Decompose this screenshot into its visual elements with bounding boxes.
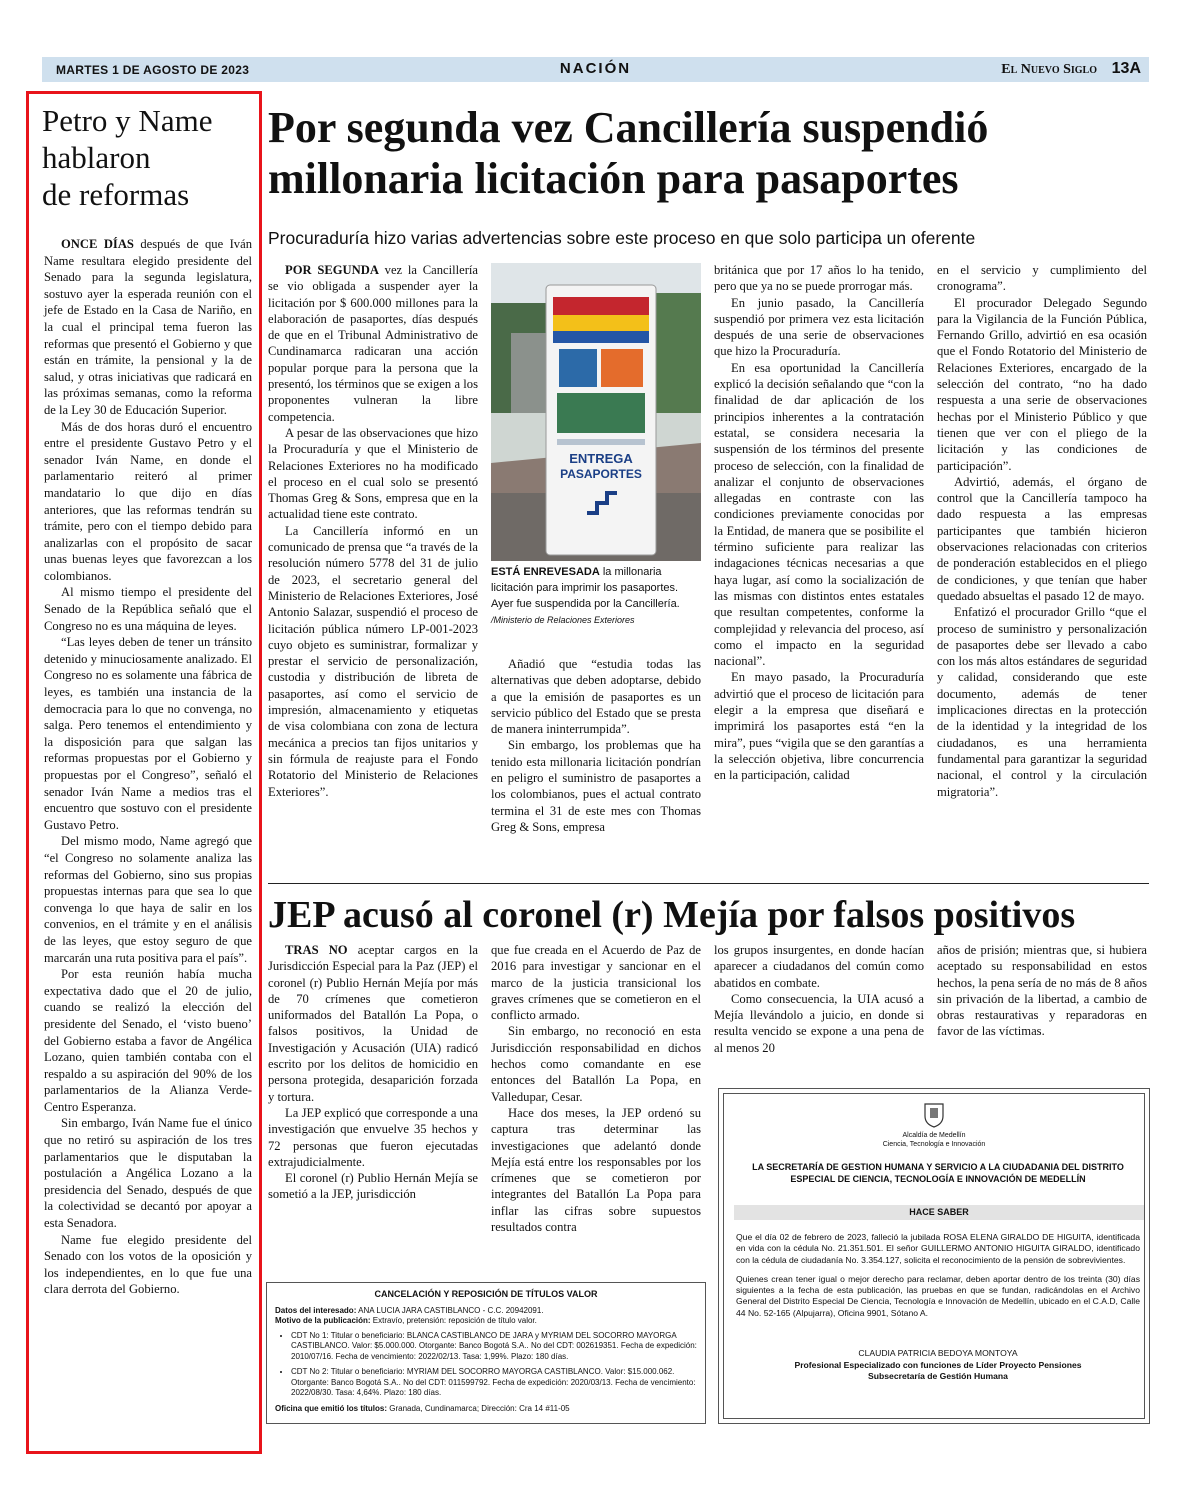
main-column-4 bbox=[937, 262, 1147, 800]
jep-continuation: que fue creada en el Acuerdo de Paz de 2016 para investigar y sancionar en el marco de la justicia transicional los graves crímenes que se cometieron en el conflicto armado. bbox=[491, 943, 701, 1023]
sidebar-headline-line: de reformas bbox=[42, 177, 190, 212]
main-paragraph: Sin embargo, los problemas que ha tenido esta millonaria licitación pondrían en peligro el suministro de pasaportes a los colombianos, pues el actual contrato termina el 31 de este mes con Thomas Greg & Sons, empresa bbox=[491, 738, 701, 834]
issue-date: MARTES 1 DE AGOSTO DE 2023 bbox=[56, 63, 250, 77]
main-lead: POR SEGUNDA bbox=[285, 263, 379, 277]
medellin-logo bbox=[724, 1102, 1144, 1149]
jep-paragraph: El coronel (r) Publio Hernán Mejía se sometió a la JEP, jurisdicción bbox=[268, 1171, 478, 1202]
signer-role: Profesional Especializado con funciones de Líder Proyecto Pensiones bbox=[794, 1359, 1082, 1370]
notice-band: HACE SABER bbox=[734, 1205, 1144, 1220]
interested-value: ANA LUCIA JARA CASTIBLANCO - C.C. 20942091. bbox=[356, 1305, 544, 1315]
notice-paragraph: Que el día 02 de febrero de 2023, falleció la jubilada ROSA ELENA GIRALDO DE HIGUITA, identificada en vida con la cédula No. 21.351.501. El señor GUILLERMO ANTONIO HIGUITA GIRALDO, identificado con la cédula de ciudadanía No. 3.354.127, solicita el reconocimiento de la pensión de sobrevivientes. bbox=[736, 1232, 1140, 1265]
logo-sub: Ciencia, Tecnología e Innovación bbox=[882, 1141, 986, 1148]
interested-label: Datos del interesado: bbox=[275, 1305, 357, 1315]
titles-notice bbox=[266, 1282, 706, 1424]
jep-column-3 bbox=[714, 942, 924, 1056]
sidebar-paragraph: Sin embargo, Iván Name fue el único que no retiró su aspiración de los tres parlamentarios que le disputaban la postulación a Angélica Lozano a la presidencia del Senado, después de que la colectividad se decantó por apoyar a esta Senadora. bbox=[44, 1116, 252, 1231]
section-divider bbox=[268, 883, 1149, 884]
section-name: NACIÓN bbox=[559, 60, 632, 77]
sidebar-paragraph: “Las leyes deben de tener un tránsito detenido y minuciosamente analizado. El Congreso no es solamente una fábrica de leyes, es también una instancia de la democracia para lo que no convenga, no salga. Pero tenemos el entendimiento y la disposición para que salgan las reformas propuestas por el Gobierno y propuestas por el Congreso”, señaló el senador Iván Name a medios tras el encuentro que sostuvo con el presidente Gustavo Petro. bbox=[44, 635, 252, 832]
sign-text-1: ENTREGA bbox=[569, 451, 633, 466]
motive-line bbox=[275, 1316, 697, 1327]
main-paragraph: La Cancillería informó en un comunicado de prensa que “a través de la resolución número 5778 del 31 de julio de 2023, el secretario general del Ministerio de Relaciones Exteriores, José Antonio Salazar, suspendió el proceso de licitación pública número LP-001-2023 cuyo objeto es suministrar, formalizar y prestar el servicio de personalización, custodia y distribución de libreta de pasaportes, así como el servicio de impresión, almacenamiento y etiquetas de visa colombiana con zona de lectura mecánica a precios tan fijos unitarios y sin fórmula de reajuste para el Fondo Rotatorio del Ministerio de Relaciones Exteriores”. bbox=[268, 523, 478, 799]
cdt-list bbox=[291, 1331, 697, 1399]
jep-column-4 bbox=[937, 942, 1147, 1040]
cdt-item: • CDT No 2: Titular o beneficiario: MYRIAM DEL SOCORRO MAYORGA CASTIBLANCO. Valor: $15.000.062. Otorgante: Banco Bogotá S.A.. No del CDT: 011599792. Fecha de expedición: 2020/03/13. Fecha de vencimiento: 2022/08/30. Tasa: 4,64%. Plazo: 180 días. bbox=[291, 1367, 697, 1399]
logo-name: Alcaldía de Medellín bbox=[902, 1132, 966, 1139]
main-continuation: británica que por 17 años lo ha tenido, pero que ya no se puede prorrogar más. bbox=[714, 263, 924, 294]
jep-paragraph: Como consecuencia, la UIA acusó a Mejía llevándolo a juicio, en donde si resulta vencido se expone a una pena de al menos 20 bbox=[714, 991, 924, 1055]
sidebar-paragraph: Más de dos horas duró el encuentro entre el presidente Gustavo Petro y el senador Iván Name, en donde el parlamentario reiteró al primer mandatario lo que dijo en días anteriores, que las reformas tendrán su trámite, pero con el tiempo debido para analizarlas con el propósito de sacar unas buenas leyes que favorezcan a los colombianos. bbox=[44, 419, 252, 583]
caption-text: la millonaria licitación para imprimir los pasaportes. Ayer fue suspendida por la Cancillería. bbox=[491, 566, 680, 610]
jep-continuation: años de prisión; mientras que, si hubiera aceptado su responsabilidad en estos hechos, la pena sería de no más de 8 años sin privación de la libertad, a cambio de obras restaurativas y reparadoras en favor de las víctimas. bbox=[937, 943, 1147, 1039]
medellin-notice-frame bbox=[723, 1093, 1145, 1419]
main-paragraph bbox=[268, 262, 478, 425]
office-value: Granada, Cundinamarca; Dirección: Cra 14 #11-05 bbox=[387, 1403, 570, 1413]
office-label: Oficina que emitió los títulos: bbox=[275, 1403, 388, 1413]
page-number: 13A bbox=[1111, 60, 1141, 77]
jep-continuation: los grupos insurgentes, en donde hacían aparecer a ciudadanos del común como abatidos en combate. bbox=[714, 943, 924, 990]
jep-paragraph: La JEP explicó que corresponde a una investigación que envuelve 35 hechos y 72 personas que fueron ejecutadas extrajudicialmente. bbox=[268, 1105, 478, 1169]
sign-text-2: PASAPORTES bbox=[560, 467, 642, 481]
main-paragraph: En junio pasado, la Cancillería suspendió por primera vez esta licitación después de una serie de observaciones que hizo la Procuraduría. bbox=[714, 295, 924, 359]
photo-credit: /Ministerio de Relaciones Exteriores bbox=[491, 615, 635, 625]
jep-paragraph: Hace dos meses, la JEP ordenó su captura tras determinar las investigaciones que adelantó donde Mejía está entre los responsables por los crímenes que se cometieron por integrantes del Batallón La Popa para inflar las cifras sobre supuestos resultados contra bbox=[491, 1105, 701, 1235]
main-paragraph: Enfatizó el procurador Grillo “que el proceso de suministro y personalización de pasaportes debe ser llevado a cabo con los más altos estándares de seguridad y calidad, considerando que este documento, además de tener implicaciones directas en la protección de la identidad y la integridad de los ciudadanos, es una herramienta fundamental para garantizar la seguridad nacional, el control y la circulación migratoria”. bbox=[937, 605, 1147, 799]
page-header bbox=[42, 57, 1149, 82]
medellin-notice bbox=[718, 1088, 1150, 1424]
newspaper-name: El Nuevo Siglo bbox=[1001, 62, 1097, 77]
jep-paragraph: Sin embargo, no reconoció en esta Jurisdicción responsabilidad en dichos hechos como comandante en ese entonces del Batallón La Popa, en Valledupar, Cesar. bbox=[491, 1024, 701, 1104]
sidebar-story bbox=[26, 91, 262, 1454]
signer-dept: Subsecretaría de Gestión Humana bbox=[868, 1371, 1008, 1381]
main-column-3 bbox=[714, 262, 924, 784]
medellin-crest-icon bbox=[923, 1102, 945, 1128]
office-line bbox=[275, 1404, 697, 1415]
sidebar-paragraph: Al mismo tiempo el presidente del Senado de la República señaló que el Congreso no es una máquina de leyes. bbox=[44, 585, 252, 633]
main-deck: Procuraduría hizo varias advertencias sobre este proceso en que solo participa un oferente bbox=[268, 228, 976, 248]
main-headline: Por segunda vez Cancillería suspendió millonaria licitación para pasaportes bbox=[268, 103, 989, 203]
sidebar-headline-line: Petro y Name bbox=[42, 103, 213, 138]
sidebar-body bbox=[44, 236, 252, 1298]
sidebar-paragraph: Del mismo modo, Name agregó que “el Congreso no solamente analiza las reformas del Gobierno, sino sus propias propuestas internas para que sea lo que convenga lo que haya de salir en los convenios, en el trámite y en el análisis de las leyes, que estoy seguro de que marcarán una ruta positiva para el país”. bbox=[44, 834, 252, 965]
main-paragraph: Añadió que “estudia todas las alternativas que deben adoptarse, debido a que la emisión de pasaportes es un servicio público del Estado que se presta de manera ininterrumpida”. bbox=[491, 657, 701, 737]
main-paragraph: Advirtió, además, el órgano de control que la Cancillería tampoco ha dado respuesta a las empresas participantes que también hicieron observaciones relacionadas con criterios de ponderación establecidos en el pliego de condiciones, y que tenían que haber quedado absueltas el pasado 12 de mayo. bbox=[937, 474, 1147, 603]
jep-text: aceptar cargos en la Jurisdicción Especial para la Paz (JEP) el coronel (r) Publio Hernán Mejía por más de 70 crímenes que cometieron uniformados del Batallón La Popa, o falsos positivos, la Unidad de Investigación y Acusación (UIA) radicó escrito por los delitos de homicidio en persona protegida, desaparición forzada y tortura. bbox=[268, 943, 478, 1104]
sidebar-paragraph bbox=[44, 236, 252, 419]
main-column-1 bbox=[268, 262, 478, 800]
notice-paragraph: Quienes crean tener igual o mejor derecho para reclamar, deben aportar dentro de los treinta (30) días siguientes a la fecha de esta publicación, las pruebas en que se fundan, radicándolas en el Archivo General del Distrito Especial De Ciencia, Tecnología e Innovación de Medellín, ubicado en el C.A.D, Calle 44 No. 52-165 (Alpujarra), Oficina 9901, Sótano A. bbox=[736, 1273, 1140, 1318]
main-column-2 bbox=[491, 656, 701, 835]
main-paragraph: El procurador Delegado Segundo para la Vigilancia de la Función Pública, Fernando Grillo, advirtió en esa ocasión que el Fondo Rotatorio del Ministerio de Relaciones Exteriores, encargado de la selección del contrato, “no ha dado respuesta a una serie de observaciones hechas por el Ministerio Público y que tienen que ver con el pliego de la licitación y las condiciones de participación”. bbox=[937, 295, 1147, 473]
sidebar-lead: ONCE DÍAS bbox=[61, 237, 134, 251]
jep-column-1 bbox=[268, 942, 478, 1203]
sidebar-headline-line: hablaron bbox=[42, 140, 151, 175]
caption-lead: ESTÁ ENREVESADA bbox=[491, 566, 600, 578]
notice-signature bbox=[736, 1348, 1140, 1383]
sidebar-headline bbox=[42, 102, 252, 213]
notice-text bbox=[736, 1232, 1140, 1327]
main-paragraph: A pesar de las observaciones que hizo la Procuraduría y que el Ministerio de Relaciones Exteriores no ha modificado el proceso en el cual solo se presentó Thomas Greg & Sons, empresa que en la actualidad tiene este contrato. bbox=[268, 425, 478, 522]
interested-line bbox=[275, 1306, 697, 1317]
jep-headline: JEP acusó al coronel (r) Mejía por falsos positivos bbox=[268, 894, 1076, 936]
sidebar-paragraph: Por esta reunión había mucha expectativa dado que el 20 de julio, cuando se realizó la elección del presidente del Senado, el ‘visto bueno’ del Gobierno estaba a favor de Angélica Lozano, quien también contaba con el respaldo a su aspiración del 90% de los parlamentarios de la Alianza Verde-Centro Esperanza. bbox=[44, 967, 252, 1114]
sidebar-text: después de que Iván Name resultara elegido presidente del Senado para la segunda legislatura, sostuvo ayer la esperada reunión con el jefe de Estado en la Casa de Nariño, en la cual el principal tema fueron las reformas que presentó el Gobierno y que están en trámite, la pensional y la de salud, y otras iniciativas que radicará en las próximas semanas, como la reforma de la Ley 30 de Educación Superior. bbox=[44, 237, 252, 417]
signer-name: CLAUDIA PATRICIA BEDOYA MONTOYA bbox=[858, 1348, 1018, 1358]
passport-photo bbox=[491, 263, 701, 561]
sidebar-paragraph: Name fue elegido presidente del Senado con los votos de la oposición y los independientes, en lo que fue una clara derrota del Gobierno. bbox=[44, 1232, 252, 1297]
notice-organization: LA SECRETARÍA DE GESTION HUMANA Y SERVICIO A LA CIUDADANIA DEL DISTRITO ESPECIAL DE CIENCIA, TECNOLOGÍA E INNOVACIÓN DE MEDELLÍN bbox=[752, 1162, 1124, 1184]
main-text: vez la Cancillería se vio obligada a suspender ayer la licitación por $ 600.000 millones para la elaboración de pasaportes, días después de que en el Tribunal Administrativo de Cundinamarca radicaran una acción popular porque para la persona que la presentó, los términos que se exigen a los proponentes vulneran la libre competencia. bbox=[268, 263, 478, 424]
jep-lead: TRAS NO bbox=[285, 943, 348, 957]
cdt-item: • CDT No 1: Titular o beneficiario: BLANCA CASTIBLANCO DE JARA y MYRIAM DEL SOCORRO MAYORGA CASTIBLANCO. Valor: $5.000.000. Otorgante: Banco Bogotá S.A.. No del CDT: 002619351. Fecha de expedición: 2010/07/16. Fecha de vencimiento: 2022/02/13. Tasa: 1,99%. Plazo: 180 días. bbox=[291, 1331, 697, 1363]
main-continuation: en el servicio y cumplimiento del cronograma”. bbox=[937, 263, 1147, 294]
motive-label: Motivo de la publicación: bbox=[275, 1316, 371, 1325]
jep-paragraph bbox=[268, 942, 478, 1105]
main-paragraph: En mayo pasado, la Procuraduría advirtió que el proceso de licitación para elegir a la empresa que diseñará e imprimirá los pasaportes está “en la mira”, pues “vigila que se den garantías a la selección objetiva, libre concurrencia en la participación, calidad bbox=[714, 670, 924, 783]
titles-notice-title: CANCELACIÓN Y REPOSICIÓN DE TÍTULOS VALOR bbox=[374, 1289, 598, 1299]
photo-caption bbox=[491, 564, 701, 628]
main-paragraph: En esa oportunidad la Cancillería explicó la decisión señalando que “con la finalidad de dar aplicación de los principios inherentes a la contratación estatal, se considera necesaria la suspensión de los términos del presente proceso de selección, con la finalidad de analizar el conjunto de observaciones allegadas en contraste con las condiciones previamente conocidas por la Entidad, de manera que se posibilite el término suficiente para realizar las indagaciones técnicas necesarias a que haya lugar, así como la socialización de las mismas con distintos entes estatales que resultan competentes, conforme la complejidad y relevancia del proceso, así como el impacto en la seguridad nacional”. bbox=[714, 360, 924, 669]
passport-office-image bbox=[491, 263, 701, 561]
motive-value: Extravío, pretensión: reposición de título valor. bbox=[370, 1316, 537, 1325]
jep-column-2 bbox=[491, 942, 701, 1235]
